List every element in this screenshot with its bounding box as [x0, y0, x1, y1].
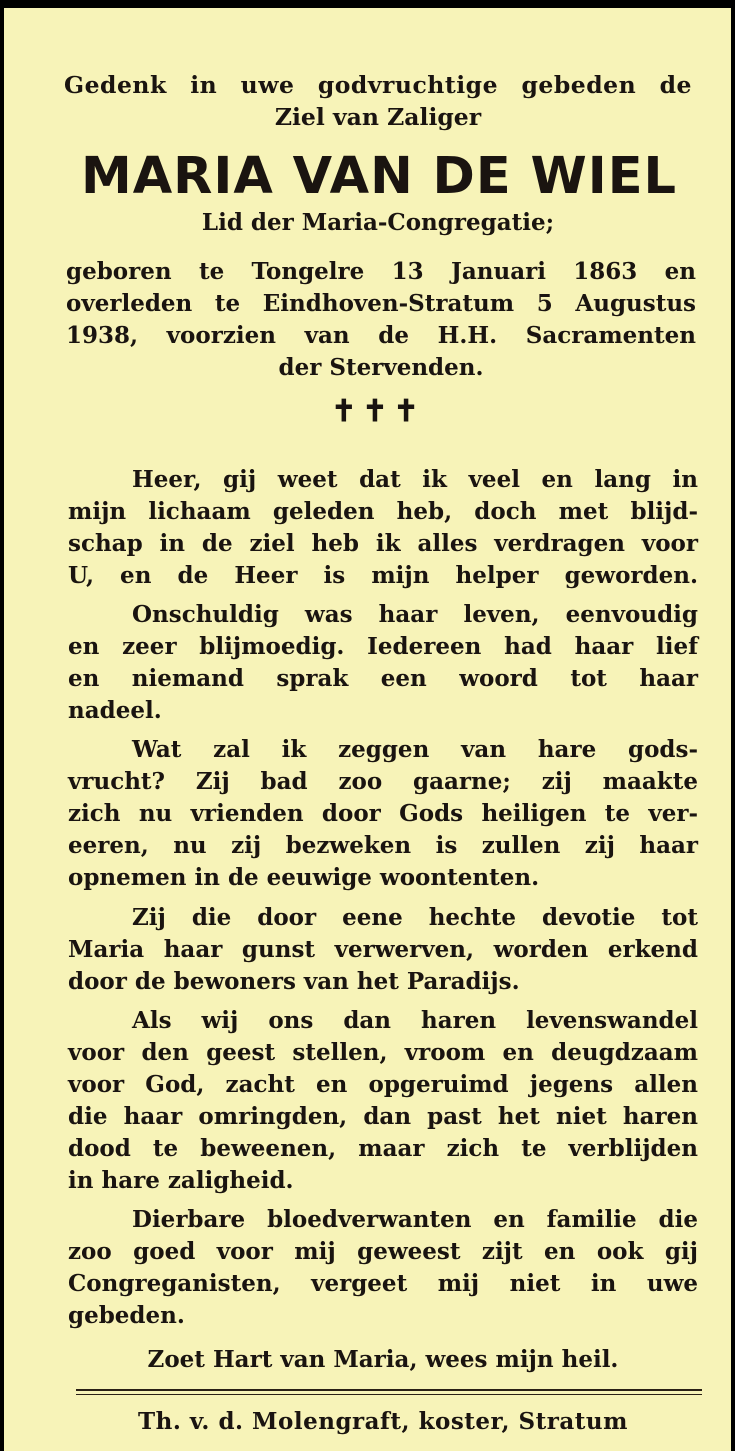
- paragraph-line: Als wij ons dan haren levenswandel: [132, 1007, 698, 1034]
- closing-prayer: Zoet Hart van Maria, wees mijn heil.: [147, 1346, 619, 1373]
- paragraph-line: Maria haar gunst verwerven, worden erkend: [68, 936, 698, 963]
- paragraph-line: en zeer blijmoedig. Iedereen had haar lief: [68, 633, 698, 660]
- paragraph-line: nadeel.: [68, 697, 162, 724]
- membership-line: Lid der Maria-Congregatie;: [201, 209, 555, 236]
- birth-death-text: [66, 256, 696, 384]
- paragraph-line: door de bewoners van het Paradijs.: [68, 968, 520, 995]
- paragraph-line: en niemand sprak een woord tot haar: [68, 665, 698, 692]
- paragraph-line: Congreganisten, vergeet mij niet in uwe: [68, 1270, 698, 1297]
- paragraph-1: [68, 464, 698, 592]
- paragraph-line: schap in de ziel heb ik alles verdragen voor: [68, 530, 698, 557]
- paragraph-line: Heer, gij weet dat ik veel en lang in: [132, 466, 698, 493]
- paragraph-line: Dierbare bloedverwanten en familie die: [132, 1206, 698, 1233]
- paragraph-line: vrucht? Zij bad zoo gaarne; zij maakte: [68, 768, 698, 795]
- sacraments-line: 1938, voorzien van de H.H. Sacramenten: [66, 322, 696, 349]
- paragraph-line: voor den geest stellen, vroom en deugdzaam: [68, 1039, 698, 1066]
- paragraph-line: Wat zal ik zeggen van hare gods-: [132, 736, 698, 763]
- paragraph-line: zoo goed voor mij geweest zijt en ook gij: [68, 1238, 698, 1265]
- paragraph-2: [68, 599, 698, 727]
- paragraph-3: [68, 734, 698, 894]
- intro-line-1: Gedenk in uwe godvruchtige gebeden de: [64, 71, 692, 99]
- death-line: overleden te Eindhoven-Stratum 5 Augustus: [66, 290, 696, 317]
- paragraph-line: dood te beweenen, maar zich te verblijden: [68, 1135, 698, 1162]
- sacraments-line-end: der Stervenden.: [278, 354, 484, 381]
- paragraph-line: in hare zaligheid.: [68, 1167, 294, 1194]
- divider-top: [76, 1389, 702, 1391]
- paragraph-line: mijn lichaam geleden heb, doch met blijd-: [68, 498, 698, 525]
- printer-credit: Th. v. d. Molengraft, koster, Stratum: [138, 1408, 628, 1435]
- paragraph-6: [68, 1204, 698, 1332]
- paragraph-line: U, en de Heer is mijn helper geworden.: [68, 562, 698, 589]
- paragraph-line: Onschuldig was haar leven, eenvoudig: [132, 601, 698, 628]
- paragraph-line: Zij die door eene hechte devotie tot: [132, 904, 698, 931]
- paragraph-line: gebeden.: [68, 1302, 185, 1329]
- paragraph-5: [68, 1005, 698, 1197]
- paragraph-line: opnemen in de eeuwige woontenten.: [68, 864, 540, 891]
- three-crosses-icon: ✝✝✝: [331, 394, 425, 429]
- deceased-name: MARIA VAN DE WIEL: [80, 147, 678, 206]
- intro-line-2: Ziel van Zaliger: [274, 103, 482, 131]
- memorial-card: [4, 8, 731, 1451]
- paragraph-line: zich nu vrienden door Gods heiligen te ver-: [68, 800, 698, 827]
- paragraph-line: eeren, nu zij bezweken is zullen zij haar: [68, 832, 698, 859]
- paragraph-line: voor God, zacht en opgeruimd jegens allen: [68, 1071, 698, 1098]
- divider-bottom: [76, 1394, 702, 1395]
- paragraph-line: die haar omringden, dan past het niet haren: [68, 1103, 698, 1130]
- birth-line: geboren te Tongelre 13 Januari 1863 en: [66, 258, 696, 285]
- paragraph-4: [68, 902, 698, 998]
